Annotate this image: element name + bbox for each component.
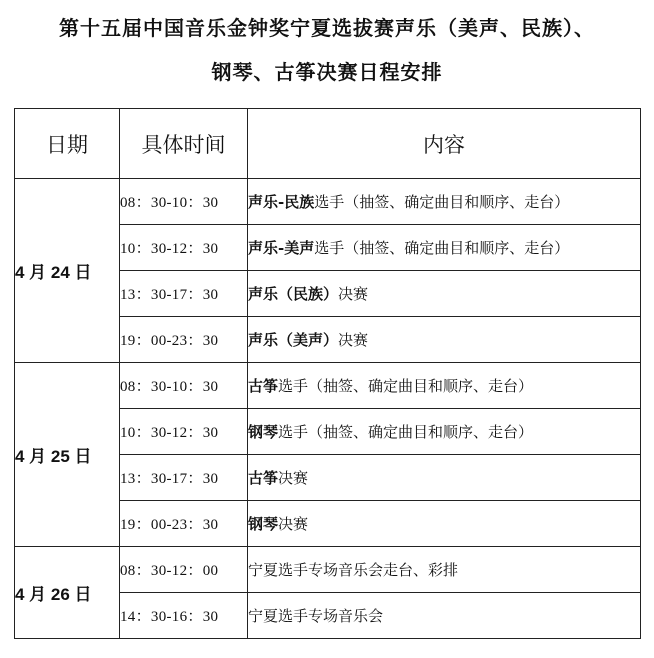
content-detail: 决赛 (278, 515, 309, 533)
time-cell: 08：30-10：30 (120, 179, 248, 225)
content-cell (248, 271, 641, 317)
time-cell: 08：30-10：30 (120, 363, 248, 409)
content-cell (248, 225, 641, 271)
content-cell (248, 501, 641, 547)
content-cell (248, 455, 641, 501)
content-detail: 决赛 (338, 331, 369, 349)
content-event: 声乐-民族 (248, 193, 315, 211)
content-event: 钢琴 (248, 515, 279, 533)
content-cell (248, 179, 641, 225)
header-time: 具体时间 (120, 109, 248, 179)
header-content: 内容 (248, 109, 641, 179)
content-detail: 选手（抽签、确定曲目和顺序、走台） (278, 423, 534, 441)
time-cell: 10：30-12：30 (120, 225, 248, 271)
date-cell: 4 月 24 日 (15, 179, 120, 363)
header-row (15, 109, 641, 179)
table-row (15, 547, 641, 593)
content-cell (248, 593, 641, 639)
content-cell (248, 409, 641, 455)
table-row (15, 179, 641, 225)
content-event: 古筝 (248, 377, 279, 395)
time-cell: 19：00-23：30 (120, 501, 248, 547)
content-detail: 宁夏选手专场音乐会 (248, 607, 384, 625)
time-cell: 10：30-12：30 (120, 409, 248, 455)
document-title-line-2: 钢琴、古筝决赛日程安排 (211, 60, 443, 84)
content-detail: 选手（抽签、确定曲目和顺序、走台） (278, 377, 534, 395)
content-event: 声乐（美声） (248, 331, 339, 349)
time-cell: 13：30-17：30 (120, 455, 248, 501)
content-event: 声乐-美声 (248, 239, 315, 257)
content-detail: 选手（抽签、确定曲目和顺序、走台） (314, 193, 570, 211)
content-cell (248, 363, 641, 409)
content-cell (248, 547, 641, 593)
time-cell: 19：00-23：30 (120, 317, 248, 363)
table-row (15, 363, 641, 409)
content-cell (248, 317, 641, 363)
content-detail: 选手（抽签、确定曲目和顺序、走台） (314, 239, 570, 257)
content-event: 声乐（民族） (248, 285, 339, 303)
content-detail: 宁夏选手专场音乐会走台、彩排 (248, 561, 459, 579)
time-cell: 08：30-12：00 (120, 547, 248, 593)
date-cell: 4 月 25 日 (15, 363, 120, 547)
content-event: 钢琴 (248, 423, 279, 441)
content-event: 古筝 (248, 469, 279, 487)
content-detail: 决赛 (278, 469, 309, 487)
schedule-table (14, 108, 641, 639)
date-cell: 4 月 26 日 (15, 547, 120, 639)
document-title-line-1: 第十五届中国音乐金钟奖宁夏选拔赛声乐（美声、民族）、 (59, 16, 595, 40)
header-date: 日期 (15, 109, 120, 179)
content-detail: 决赛 (338, 285, 369, 303)
time-cell: 14：30-16：30 (120, 593, 248, 639)
time-cell: 13：30-17：30 (120, 271, 248, 317)
